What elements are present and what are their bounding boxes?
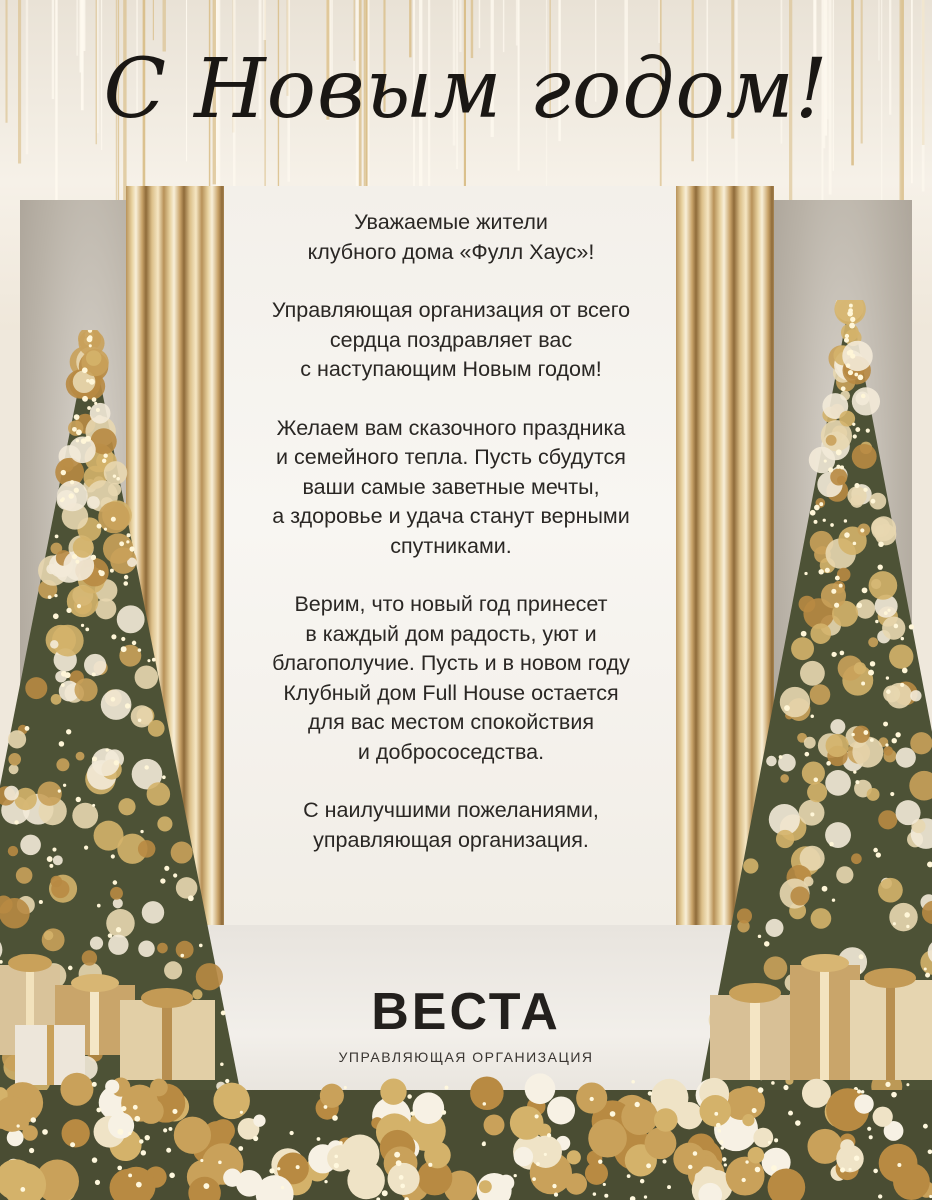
text-line: с наступающим Новым годом! — [300, 357, 602, 381]
greeting-letter — [222, 208, 680, 884]
text-line: спутниками. — [390, 533, 512, 558]
text-line: Управляющая организация от всего — [271, 298, 631, 322]
garland-icon — [0, 1060, 932, 1200]
text-line: управляющая организация. — [313, 827, 589, 852]
letter-signature — [222, 796, 680, 855]
text-line: для вас местом спокойствия — [307, 710, 594, 734]
text-line: сердца поздравляет вас — [329, 327, 573, 352]
text-line: и семейного тепла. Пусть сбудутся — [276, 445, 626, 469]
text-line: и добрососедства. — [357, 739, 545, 764]
text-line: ваши самые заветные мечты, — [302, 474, 600, 499]
company-logo-subtitle: УПРАВЛЯЮЩАЯ ОРГАНИЗАЦИЯ — [338, 1049, 594, 1065]
text-line: а здоровье и удача станут верными — [272, 504, 630, 528]
text-line: благополучие. Пусть и в новом году — [272, 651, 630, 675]
text-line: в каждый дом радость, уют и — [305, 621, 597, 646]
text-line: С наилучшими пожеланиями, — [303, 798, 599, 822]
company-logo: ВЕСТА — [371, 983, 561, 1041]
text-line: Уважаемые жители — [354, 210, 548, 234]
greeting-title: С Новым годом! — [103, 42, 829, 137]
text-line: клубного дома «Фулл Хаус»! — [307, 239, 595, 264]
letter-paragraph — [222, 590, 680, 767]
text-line: Верим, что новый год принесет — [294, 592, 608, 616]
text-line: Желаем вам сказочного праздника — [276, 415, 626, 440]
text-line: Клубный дом Full House остается — [283, 680, 619, 705]
greeting-salutation — [222, 208, 680, 267]
letter-paragraph — [222, 296, 680, 385]
letter-paragraph — [222, 414, 680, 562]
